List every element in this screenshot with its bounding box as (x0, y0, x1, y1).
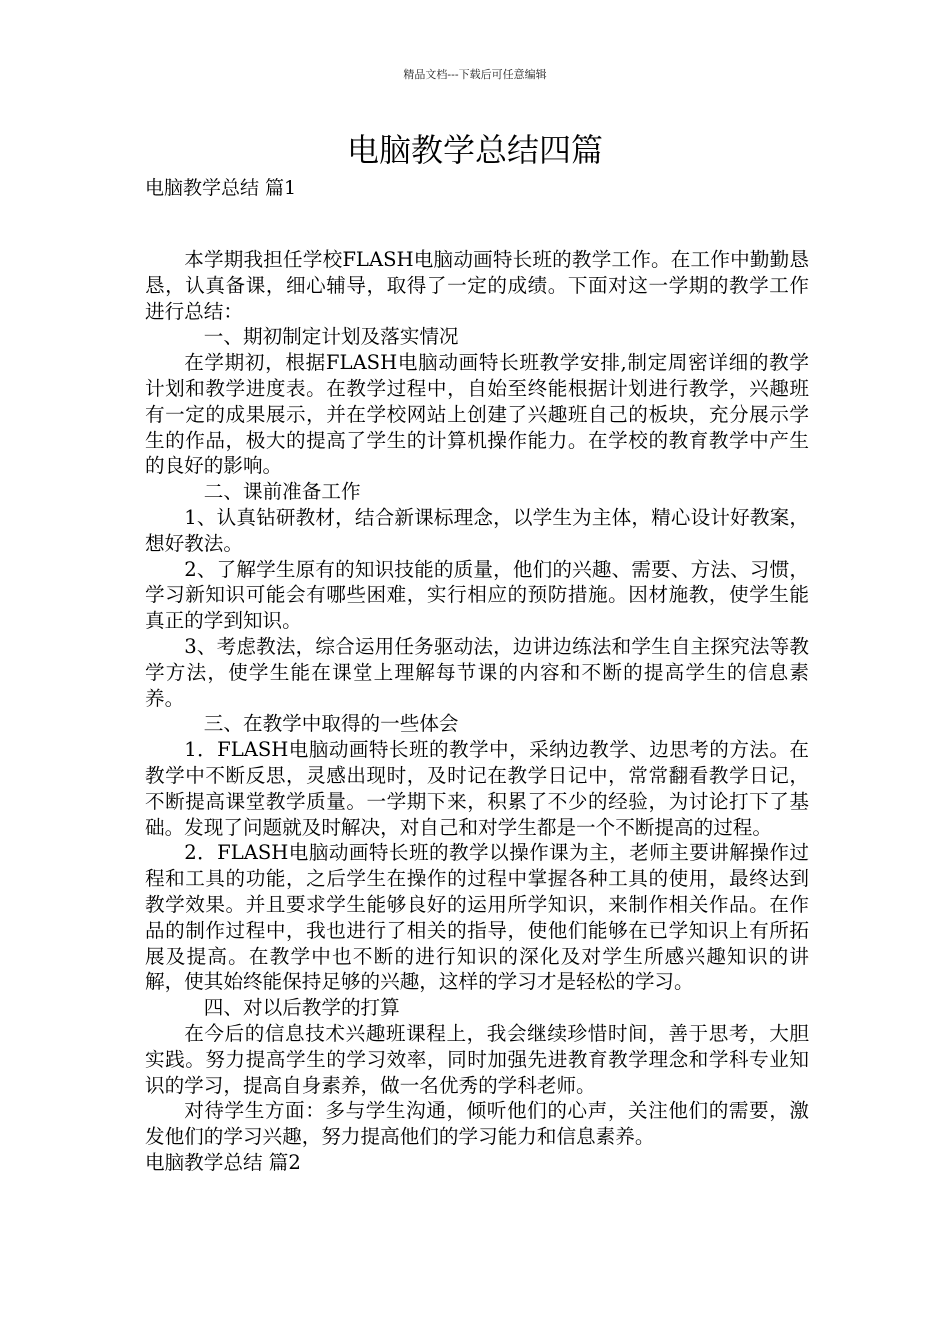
paragraph: 对待学生方面：多与学生沟通，倾听他们的心声，关注他们的需要，激发他们的学习兴趣，努力提高他们的学习能力和信息素养。 (145, 1099, 809, 1149)
paragraph: 3、考虑教法，综合运用任务驱动法，边讲边练法和学生自主探究法等教学方法，使学生能在课堂上理解每节课的内容和不断的提高学生的信息素养。 (145, 634, 809, 710)
paragraph: 2．FLASH电脑动画特长班的教学以操作课为主，老师主要讲解操作过程和工具的功能，之后学生在操作的过程中掌握各种工具的使用，最终达到教学效果。并且要求学生能够良好的运用所学知识，来制作相关作品。在作品的制作过程中，我也进行了相关的指导，使他们能够在已学知识上有所拓展及提高。在教学中也不断的进行知识的深化及对学生所感兴趣知识的讲解，使其始终能保持足够的兴趣，这样的学习才是轻松的学习。 (145, 841, 809, 994)
paragraph: 2、了解学生原有的知识技能的质量，他们的兴趣、需要、方法、习惯，学习新知识可能会有哪些困难，实行相应的预防措施。因材施教，使学生能真正的学到知识。 (145, 557, 809, 633)
document-body (145, 247, 809, 1176)
paragraph: 本学期我担任学校FLASH电脑动画特长班的教学工作。在工作中勤勤恳恳，认真备课，细心辅导，取得了一定的成绩。下面对这一学期的教学工作进行总结： (145, 248, 809, 323)
sub-heading: 一、期初制定计划及落实情况 (203, 325, 459, 349)
paragraph: 1．FLASH电脑动画特长班的教学中，采纳边教学、边思考的方法。在教学中不断反思，灵感出现时，及时记在教学日记中，常常翻看教学日记，不断提高课堂教学质量。一学期下来，积累了不少的经验，为讨论打下了基础。发现了问题就及时解决，对自己和对学生都是一个不断提高的过程。 (145, 738, 809, 839)
section-heading-2: 电脑教学总结 篇2 (145, 1150, 301, 1174)
sub-heading: 四、对以后教学的打算 (203, 996, 400, 1020)
paragraph: 在学期初，根据FLASH电脑动画特长班教学安排,制定周密详细的教学计划和教学进度表。在教学过程中，自始至终能根据计划进行教学，兴趣班有一定的成果展示，并在学校网站上创建了兴趣班自己的板块，充分展示学生的作品，极大的提高了学生的计算机操作能力。在学校的教育教学中产生的良好的影响。 (145, 351, 809, 478)
sub-heading: 三、在教学中取得的一些体会 (203, 712, 459, 736)
section-heading-1: 电脑教学总结 篇1 (145, 177, 297, 199)
paragraph: 在今后的信息技术兴趣班课程上，我会继续珍惜时间，善于思考，大胆实践。努力提高学生的学习效率，同时加强先进教育教学理念和学科专业知识的学习，提高自身素养，做一名优秀的学科老师。 (145, 1021, 809, 1097)
header-note: 精品文档---下载后可任意编辑 (403, 68, 547, 81)
sub-heading: 二、课前准备工作 (203, 480, 361, 504)
paragraph: 1、认真钻研教材，结合新课标理念，以学生为主体，精心设计好教案，想好教法。 (145, 505, 809, 555)
document-title: 电脑教学总结四篇 (346, 131, 603, 169)
